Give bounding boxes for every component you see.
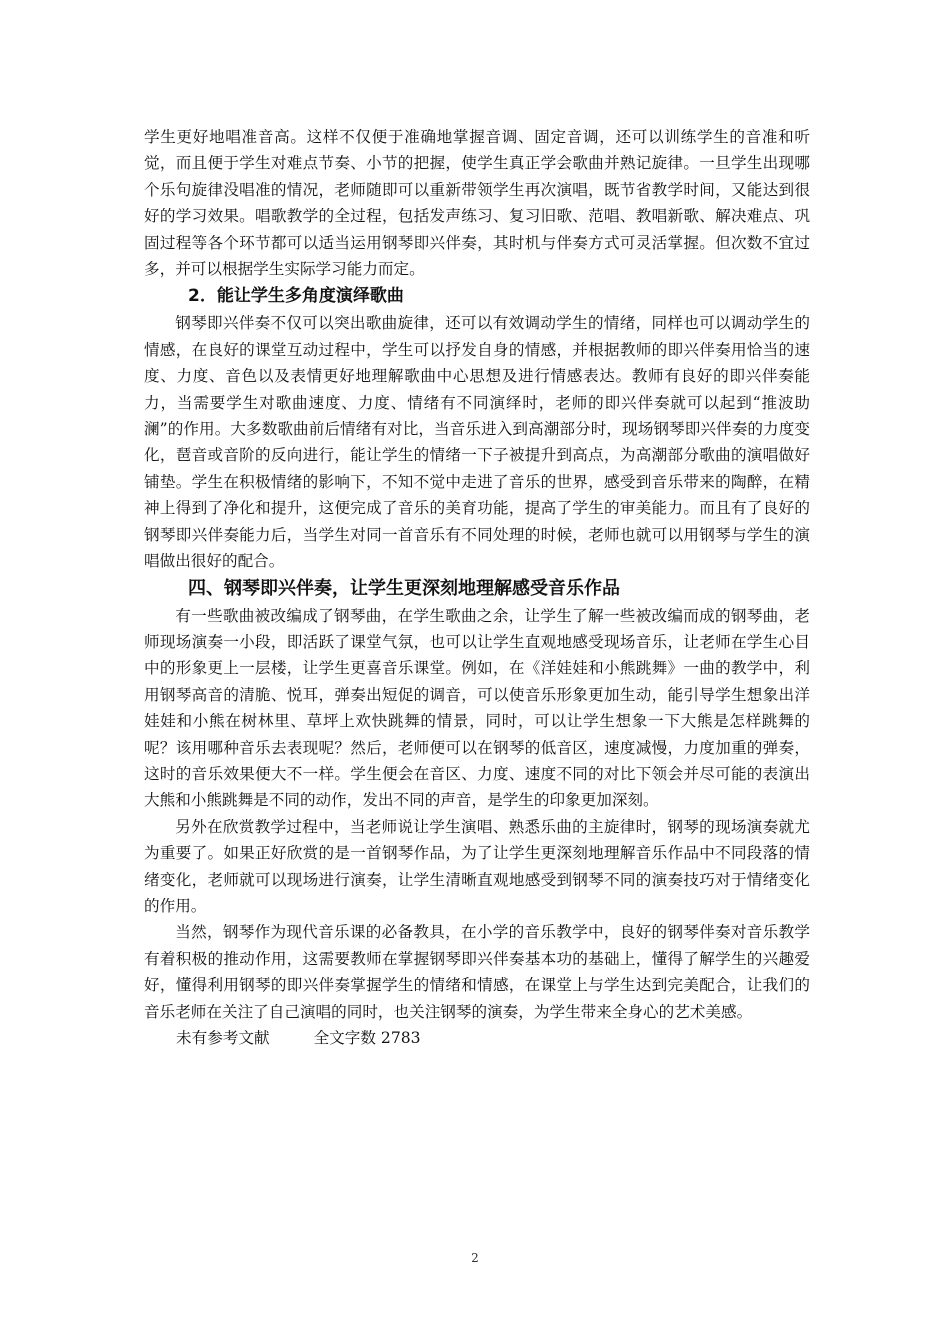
paragraph-2: 钢琴即兴伴奏不仅可以突出歌曲旋律，还可以有效调动学生的情绪，同样也可以调动学生的情感，在良好的课堂互动过程中，学生可以抒发自身的情感，并根据教师的即兴伴奏用恰当的速度、力度、音色以及表情更好地理解歌曲中心思想及进行情感表达。教师有良好的即兴伴奏能力，当需要学生对歌曲速度、力度、情绪有不同演绎时，老师的即兴伴奏就可以起到“推波助澜”的作用。大多数歌曲前后情绪有对比，当音乐进入到高潮部分时，现场钢琴即兴伴奏的力度变化，琶音或音阶的反向进行，能让学生的情绪一下子被提升到高点，为高潮部分歌曲的演唱做好铺垫。学生在积极情绪的影响下，不知不觉中走进了音乐的世界，感受到音乐带来的陶醉，在精神上得到了净化和提升，这便完成了音乐的美育功能，提高了学生的审美能力。而且有了良好的钢琴即兴伴奏能力后，当学生对同一首音乐有不同处理的时候，老师也就可以用钢琴与学生的演唱做出很好的配合。 <box>144 314 810 571</box>
paragraph-4: 另外在欣赏教学过程中，当老师说让学生演唱、熟悉乐曲的主旋律时，钢琴的现场演奏就尤为重要了。如果正好欣赏的是一首钢琴作品，为了让学生更深刻地理解音乐作品中不同段落的情绪变化，老师就可以现场进行演奏，让学生清晰直观地感受到钢琴不同的演奏技巧对于情绪变化的作用。 <box>144 817 810 915</box>
subheading-2: 2．能让学生多角度演绎歌曲 <box>188 286 404 307</box>
references-note: 未有参考文献 <box>176 1029 270 1047</box>
page-number: 2 <box>471 1251 479 1265</box>
paragraph-continued: 学生更好地唱准音高。这样不仅便于准确地掌握音调、固定音调，还可以训练学生的音准和听觉，而且便于学生对难点节奏、小节的把握，使学生真正学会歌曲并熟记旋律。一旦学生出现哪个乐句旋律没唱准的情况，老师随即可以重新带领学生再次演唱，既节省教学时间，又能达到很好的学习效果。唱歌教学的全过程，包括发声练习、复习旧歌、范唱、教唱新歌、解决难点、巩固过程等各个环节都可以适当运用钢琴即兴伴奏，其时机与伴奏方式可灵活掌握。但次数不宜过多，并可以根据学生实际学习能力而定。 <box>144 128 810 279</box>
references-line <box>144 1025 810 1051</box>
paragraph-3: 有一些歌曲被改编成了钢琴曲，在学生歌曲之余，让学生了解一些被改编而成的钢琴曲，老师现场演奏一小段，即活跃了课堂气氛，也可以让学生直观地感受现场音乐，让老师在学生心目中的形象更上一层楼，让学生更喜音乐课堂。例如，在《洋娃娃和小熊跳舞》一曲的教学中，利用钢琴高音的清脆、悦耳，弹奏出短促的调音，可以使音乐形象更加生动，能引导学生想象出洋娃娃和小熊在树林里、草坪上欢快跳舞的情景，同时，可以让学生想象一下大熊是怎样跳舞的呢？该用哪种音乐去表现呢？然后，老师便可以在钢琴的低音区，速度减慢，力度加重的弹奏，这时的音乐效果便大不一样。学生便会在音区、力度、速度不同的对比下领会并尽可能的表演出大熊和小熊跳舞是不同的动作，发出不同的声音，是学生的印象更加深刻。 <box>144 606 810 810</box>
body-text <box>144 124 810 1051</box>
section-heading-4: 四、钢琴即兴伴奏，让学生更深刻地理解感受音乐作品 <box>188 577 620 599</box>
paragraph-5: 当然，钢琴作为现代音乐课的必备教具，在小学的音乐教学中，良好的钢琴伴奏对音乐教学有着积极的推动作用，这需要教师在掌握钢琴即兴伴奏基本功的基础上，懂得了解学生的兴趣爱好，懂得利用钢琴的即兴伴奏掌握学生的情绪和情感，在课堂上与学生达到完美配合，让我们的音乐老师在关注了自己演唱的同时，也关注钢琴的演奏，为学生带来全身心的艺术美感。 <box>144 923 810 1021</box>
word-count: 全文字数 2783 <box>313 1029 421 1047</box>
